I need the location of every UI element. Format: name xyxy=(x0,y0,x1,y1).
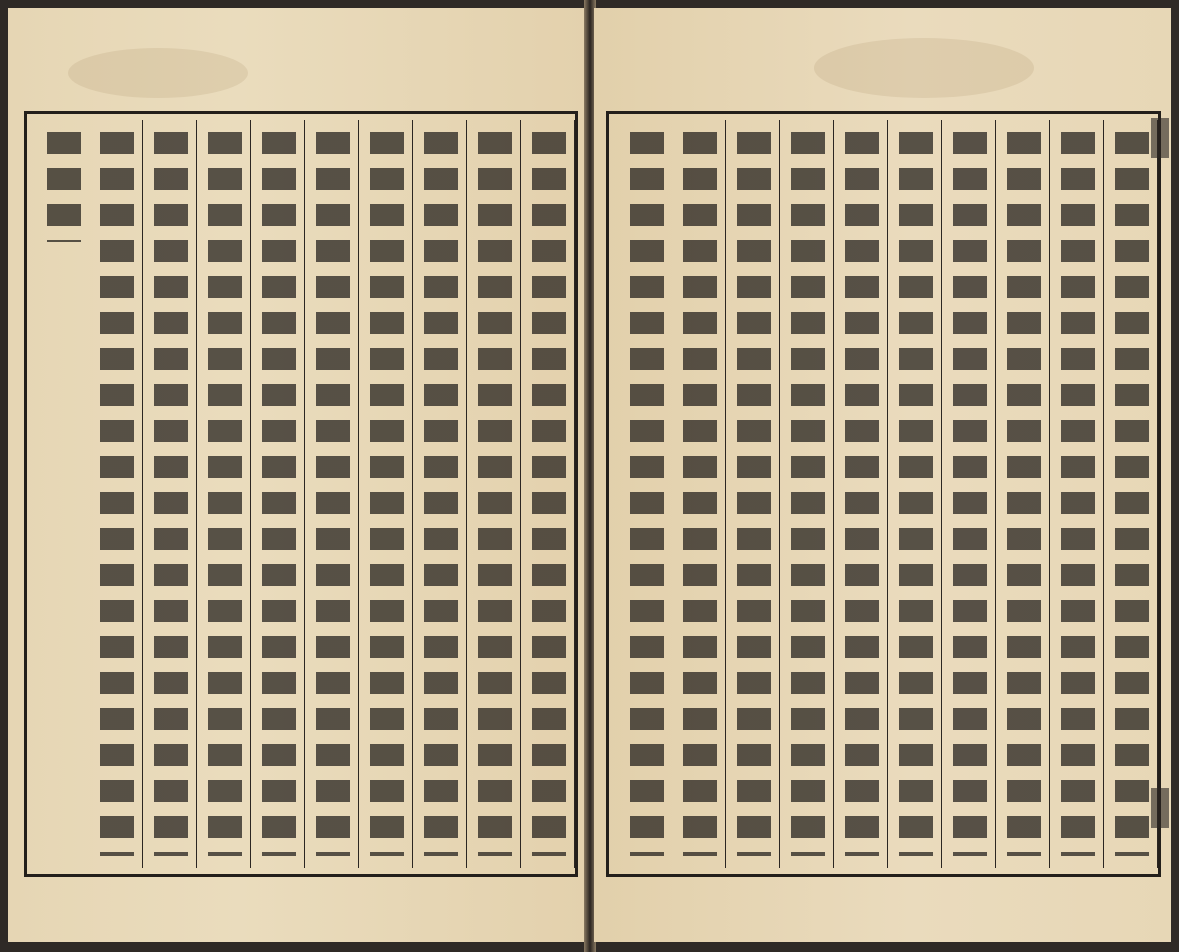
glyph-run xyxy=(737,132,771,856)
glyph-run xyxy=(424,132,458,856)
text-column xyxy=(524,120,575,868)
text-column xyxy=(308,120,359,868)
left-print-block xyxy=(24,111,578,877)
text-column xyxy=(39,120,89,868)
text-column xyxy=(783,120,834,868)
text-column xyxy=(416,120,467,868)
margin-mark xyxy=(1151,118,1169,158)
left-page xyxy=(8,8,586,942)
glyph-run xyxy=(1007,132,1041,856)
paper-stain xyxy=(68,48,248,98)
glyph-run xyxy=(630,132,664,856)
glyph-run xyxy=(1061,132,1095,856)
right-page xyxy=(594,8,1171,942)
text-column xyxy=(1107,120,1158,868)
glyph-run xyxy=(208,132,242,856)
glyph-run xyxy=(47,132,81,242)
text-column xyxy=(891,120,942,868)
text-column xyxy=(675,120,726,868)
paper-stain xyxy=(814,38,1034,98)
glyph-run xyxy=(478,132,512,856)
glyph-run xyxy=(154,132,188,856)
text-column xyxy=(837,120,888,868)
glyph-run xyxy=(953,132,987,856)
glyph-run xyxy=(845,132,879,856)
text-column xyxy=(92,120,143,868)
text-column xyxy=(999,120,1050,868)
glyph-run xyxy=(532,132,566,856)
glyph-run xyxy=(262,132,296,856)
text-column xyxy=(362,120,413,868)
glyph-run xyxy=(899,132,933,856)
text-column xyxy=(945,120,996,868)
text-column xyxy=(146,120,197,868)
glyph-run xyxy=(100,132,134,856)
right-print-block xyxy=(606,111,1161,877)
glyph-run xyxy=(683,132,717,856)
text-column xyxy=(254,120,305,868)
text-column xyxy=(729,120,780,868)
glyph-run xyxy=(316,132,350,856)
glyph-run xyxy=(370,132,404,856)
text-column xyxy=(200,120,251,868)
text-column xyxy=(622,120,672,868)
text-column xyxy=(1053,120,1104,868)
glyph-run xyxy=(791,132,825,856)
text-column xyxy=(470,120,521,868)
margin-mark xyxy=(1151,788,1169,828)
glyph-run xyxy=(1115,132,1149,856)
